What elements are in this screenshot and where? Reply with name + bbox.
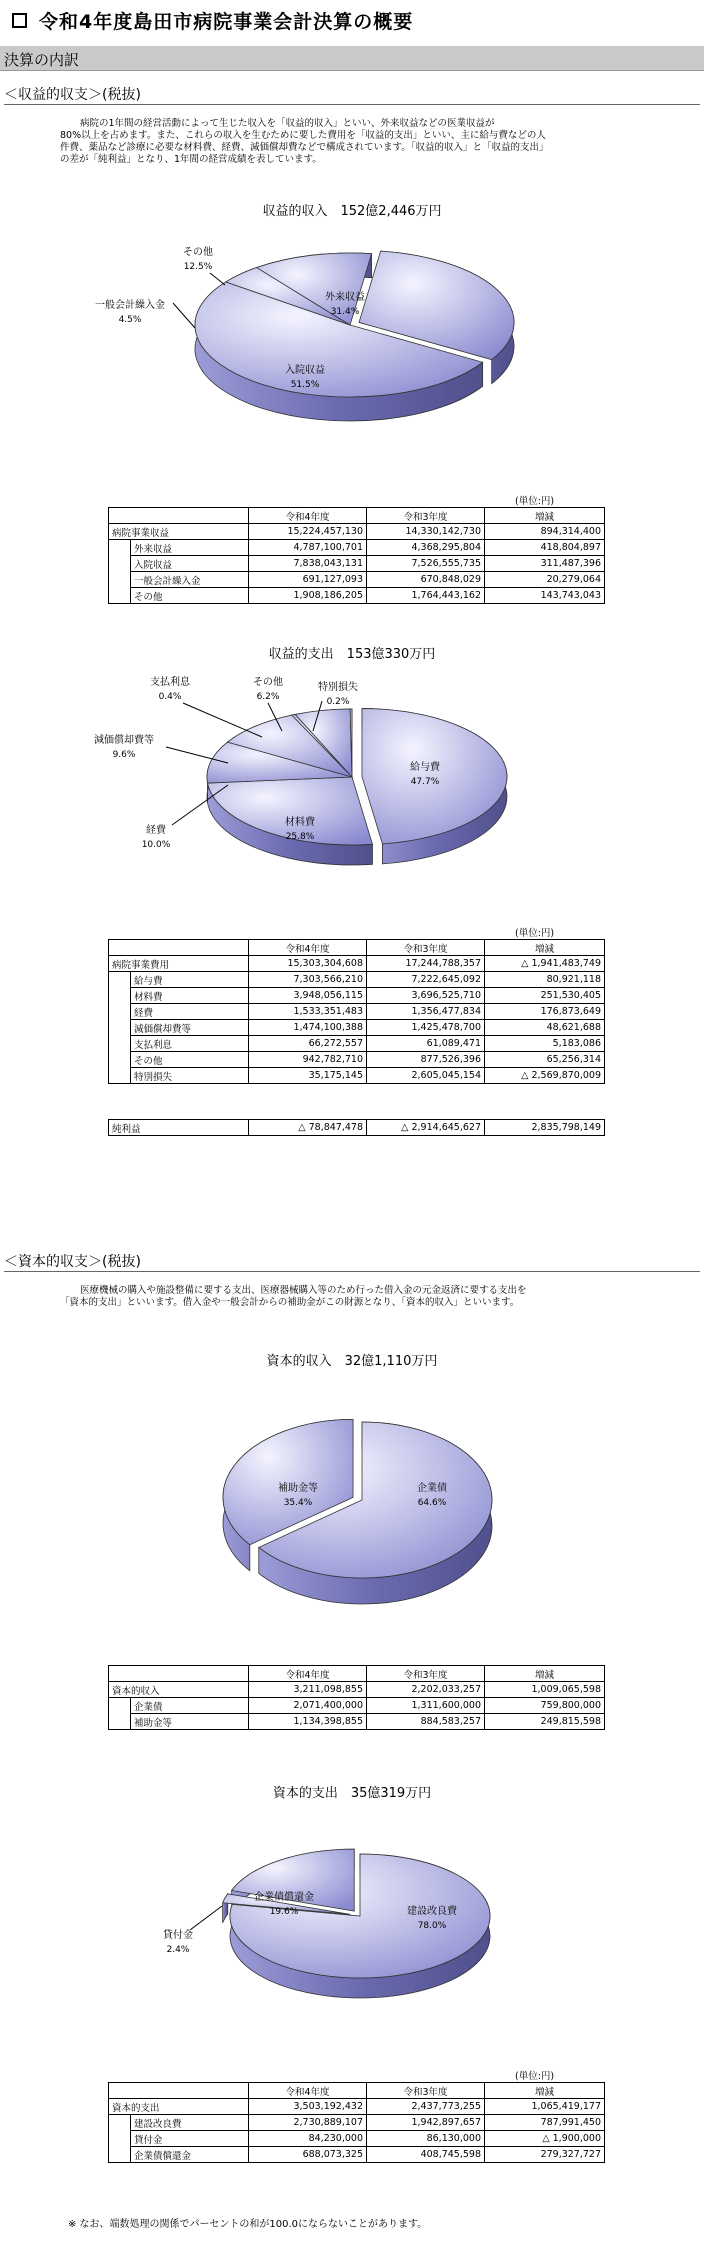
cell: 670,848,029	[367, 572, 485, 588]
slice-pct: 35.4%	[283, 1498, 313, 1508]
pie-chart-capital-expense	[0, 1818, 704, 2018]
row-label: 病院事業費用	[109, 956, 249, 972]
cell: 5,183,086	[485, 1036, 605, 1052]
leader-line	[190, 1906, 222, 1930]
cell: 688,073,325	[249, 2147, 367, 2163]
indent-cell	[109, 972, 131, 988]
unit-label: (単位:円)	[515, 496, 555, 507]
slice-pct: 6.2%	[256, 692, 280, 702]
cell: 3,696,525,710	[367, 988, 485, 1004]
cell: 66,272,557	[249, 1036, 367, 1052]
page-title-row	[4, 4, 700, 36]
indent-cell	[109, 1714, 131, 1730]
cell: 1,065,419,177	[485, 2099, 605, 2115]
table-revenue-expense	[108, 939, 605, 1084]
row-label: 経費	[131, 1004, 249, 1020]
cell: 7,838,043,131	[249, 556, 367, 572]
slice-pct: 25.8%	[285, 832, 315, 842]
slice-label: 特別損失	[318, 682, 358, 693]
slice-label: 建設改良費	[407, 1906, 457, 1917]
pie-chart-revenue-income	[0, 225, 704, 440]
cell: 7,526,555,735	[367, 556, 485, 572]
slice-pct: 0.2%	[326, 697, 350, 707]
slice-pct: 9.6%	[112, 750, 136, 760]
slice-label: その他	[253, 677, 283, 688]
capital-section-heading: ＜資本的収支＞(税抜)	[4, 1251, 700, 1272]
cell: 2,202,033,257	[367, 1682, 485, 1698]
slice-pct: 4.5%	[118, 315, 142, 325]
section-band-label: 決算の内訳	[4, 51, 80, 69]
row-label: 企業債償還金	[131, 2147, 249, 2163]
row-label: 建設改良費	[131, 2115, 249, 2131]
row-label: 病院事業収益	[109, 524, 249, 540]
indent-cell	[109, 588, 131, 604]
cell: 1,425,478,700	[367, 1020, 485, 1036]
th-r3: 令和3年度	[367, 940, 485, 956]
row-label: 外来収益	[131, 540, 249, 556]
row-label: その他	[131, 1052, 249, 1068]
pie-chart-revenue-expense	[0, 665, 704, 880]
slice-label: 企業債	[417, 1483, 447, 1494]
cell: 1,009,065,598	[485, 1682, 605, 1698]
row-label: 資本的支出	[109, 2099, 249, 2115]
slice-label: 減価償却費等	[94, 735, 154, 746]
cell: 894,314,400	[485, 524, 605, 540]
revenue-section-heading: ＜収益的収支＞(税抜)	[4, 84, 700, 105]
chart-title-revenue-income: 収益的収入 152億2,446万円	[262, 204, 442, 219]
chart-title-capital-income: 資本的収入 32億1,110万円	[266, 1354, 438, 1369]
row-label: 補助金等	[131, 1714, 249, 1730]
cell: 884,583,257	[367, 1714, 485, 1730]
cell: 65,256,314	[485, 1052, 605, 1068]
indent-cell	[109, 540, 131, 556]
cell: 61,089,471	[367, 1036, 485, 1052]
slice-label: 貸付金	[163, 1930, 193, 1941]
slice-pct: 10.0%	[141, 840, 171, 850]
cell: 279,327,727	[485, 2147, 605, 2163]
checkbox-square-icon	[12, 13, 27, 28]
row-label: 特別損失	[131, 1068, 249, 1084]
cell: 418,804,897	[485, 540, 605, 556]
slice-pct: 0.4%	[158, 692, 182, 702]
page-title: 令和4年度島田市病院事業会計決算の概要	[39, 10, 414, 33]
section-band	[0, 46, 704, 71]
cell: 2,071,400,000	[249, 1698, 367, 1714]
cell: 942,782,710	[249, 1052, 367, 1068]
row-label: その他	[131, 588, 249, 604]
cell: 176,873,649	[485, 1004, 605, 1020]
th-r4: 令和4年度	[249, 1666, 367, 1682]
th-r4: 令和4年度	[249, 940, 367, 956]
indent-cell	[109, 1068, 131, 1084]
row-label: 資本的収入	[109, 1682, 249, 1698]
row-label: 材料費	[131, 988, 249, 1004]
cell: 1,474,100,388	[249, 1020, 367, 1036]
cell: 3,948,056,115	[249, 988, 367, 1004]
cell: 251,530,405	[485, 988, 605, 1004]
cell: 787,991,450	[485, 2115, 605, 2131]
cell: △ 2,569,870,009	[485, 1068, 605, 1084]
row-label: 貸付金	[131, 2131, 249, 2147]
th-blank	[109, 2083, 249, 2099]
cell: 143,743,043	[485, 588, 605, 604]
cell: 1,908,186,205	[249, 588, 367, 604]
slice-pct: 19.6%	[269, 1907, 299, 1917]
slice-label: 経費	[146, 825, 166, 836]
row-label: 企業債	[131, 1698, 249, 1714]
cell: 2,835,798,149	[485, 1120, 605, 1136]
th-diff: 増減	[485, 2083, 605, 2099]
revenue-paragraph-line: 病院の1年間の経営活動によって生じた収入を「収益的収入」といい、外来収益などの医業収益が	[80, 118, 495, 129]
unit-label: (単位:円)	[515, 2071, 555, 2082]
slice-pct: 64.6%	[417, 1498, 447, 1508]
leader-line	[183, 703, 262, 737]
indent-cell	[109, 1036, 131, 1052]
cell: 35,175,145	[249, 1068, 367, 1084]
cell: 2,730,889,107	[249, 2115, 367, 2131]
table-revenue-income	[108, 507, 605, 604]
indent-cell	[109, 556, 131, 572]
slice-label: 補助金等	[278, 1483, 318, 1494]
slice-pct: 12.5%	[183, 262, 213, 272]
indent-cell	[109, 1004, 131, 1020]
cell: 4,368,295,804	[367, 540, 485, 556]
cell: 7,303,566,210	[249, 972, 367, 988]
cell: 1,764,443,162	[367, 588, 485, 604]
slice-label: 支払利息	[150, 677, 190, 688]
cell: 249,815,598	[485, 1714, 605, 1730]
cell: 4,787,100,701	[249, 540, 367, 556]
th-blank	[109, 508, 249, 524]
cell: △ 2,914,645,627	[367, 1120, 485, 1136]
footnote: ※ なお、端数処理の関係でパーセントの和が100.0にならないことがあります。	[68, 2219, 428, 2230]
cell: △ 78,847,478	[249, 1120, 367, 1136]
revenue-paragraph	[60, 118, 660, 166]
cell: 311,487,396	[485, 556, 605, 572]
cell: 86,130,000	[367, 2131, 485, 2147]
indent-cell	[109, 2147, 131, 2163]
slice-label: 企業債償還金	[254, 1892, 314, 1903]
chart-title-revenue-expense: 収益的支出 153億330万円	[268, 647, 436, 662]
capital-paragraph-line: 医療機械の購入や施設整備に要する支出、医療器械購入等のため行った借入金の元金返済に要する支出を	[80, 1285, 527, 1296]
cell: 84,230,000	[249, 2131, 367, 2147]
slice-pct: 51.5%	[290, 380, 320, 390]
cell: 15,303,304,608	[249, 956, 367, 972]
slice-label: 外来収益	[325, 292, 365, 303]
cell: 3,503,192,432	[249, 2099, 367, 2115]
indent-cell	[109, 2115, 131, 2131]
slice-pct: 78.0%	[417, 1921, 447, 1931]
th-blank	[109, 1666, 249, 1682]
th-r3: 令和3年度	[367, 508, 485, 524]
chart-title-capital-expense: 資本的支出 35億319万円	[272, 1786, 432, 1801]
cell: 3,211,098,855	[249, 1682, 367, 1698]
row-label: 入院収益	[131, 556, 249, 572]
row-label: 減価償却費等	[131, 1020, 249, 1036]
cell: 1,533,351,483	[249, 1004, 367, 1020]
th-diff: 増減	[485, 1666, 605, 1682]
slice-label: 入院収益	[285, 365, 325, 376]
cell: 408,745,598	[367, 2147, 485, 2163]
cell: 14,330,142,730	[367, 524, 485, 540]
cell: 759,800,000	[485, 1698, 605, 1714]
revenue-paragraph-line: 件費、薬品など診療に必要な材料費、経費、減価償却費などで構成されています。「収益的収入」と「収益的支出」	[60, 142, 549, 153]
revenue-paragraph-line: の差が「純利益」となり、1年間の経営成績を表しています。	[60, 154, 322, 165]
row-label: 支払利息	[131, 1036, 249, 1052]
indent-cell	[109, 2131, 131, 2147]
slice-pct: 2.4%	[166, 1945, 190, 1955]
cell: 7,222,645,092	[367, 972, 485, 988]
capital-paragraph	[60, 1285, 660, 1309]
table-capital-income	[108, 1665, 605, 1730]
row-label: 純利益	[109, 1120, 249, 1136]
cell: 1,311,600,000	[367, 1698, 485, 1714]
cell: 2,605,045,154	[367, 1068, 485, 1084]
table-net-profit	[108, 1119, 605, 1136]
slice-label: 給与費	[410, 762, 440, 773]
cell: 1,942,897,657	[367, 2115, 485, 2131]
cell: 1,134,398,855	[249, 1714, 367, 1730]
th-r3: 令和3年度	[367, 1666, 485, 1682]
unit-label: (単位:円)	[515, 928, 555, 939]
th-r4: 令和4年度	[249, 508, 367, 524]
cell: 15,224,457,130	[249, 524, 367, 540]
cell: 1,356,477,834	[367, 1004, 485, 1020]
th-diff: 増減	[485, 508, 605, 524]
slice-label: 一般会計繰入金	[95, 300, 165, 311]
indent-cell	[109, 572, 131, 588]
indent-cell	[109, 1020, 131, 1036]
cell: 2,437,773,255	[367, 2099, 485, 2115]
slice-pct: 47.7%	[410, 777, 440, 787]
cell: △ 1,900,000	[485, 2131, 605, 2147]
cell: 80,921,118	[485, 972, 605, 988]
indent-cell	[109, 1698, 131, 1714]
th-diff: 増減	[485, 940, 605, 956]
row-label: 一般会計繰入金	[131, 572, 249, 588]
th-r4: 令和4年度	[249, 2083, 367, 2099]
cell: 17,244,788,357	[367, 956, 485, 972]
row-label: 給与費	[131, 972, 249, 988]
leader-line	[173, 303, 195, 328]
slice-pct: 31.4%	[330, 307, 360, 317]
cell: 20,279,064	[485, 572, 605, 588]
indent-cell	[109, 988, 131, 1004]
slice-label: その他	[183, 247, 213, 258]
capital-paragraph-line: 「資本的支出」といいます。借入金や一般会計からの補助金がこの財源となり、「資本的収入」といいます。	[60, 1297, 520, 1308]
th-r3: 令和3年度	[367, 2083, 485, 2099]
cell: 877,526,396	[367, 1052, 485, 1068]
leader-line	[210, 273, 225, 285]
cell: △ 1,941,483,749	[485, 956, 605, 972]
revenue-paragraph-line: 80%以上を占めます。また、これらの収入を生むために要した費用を「収益的支出」といい、主に給与費などの人	[60, 130, 546, 141]
cell: 691,127,093	[249, 572, 367, 588]
th-blank	[109, 940, 249, 956]
pie-chart-capital-income	[0, 1400, 704, 1620]
cell: 48,621,688	[485, 1020, 605, 1036]
slice-label: 材料費	[285, 817, 315, 828]
indent-cell	[109, 1052, 131, 1068]
table-capital-expense	[108, 2082, 605, 2163]
